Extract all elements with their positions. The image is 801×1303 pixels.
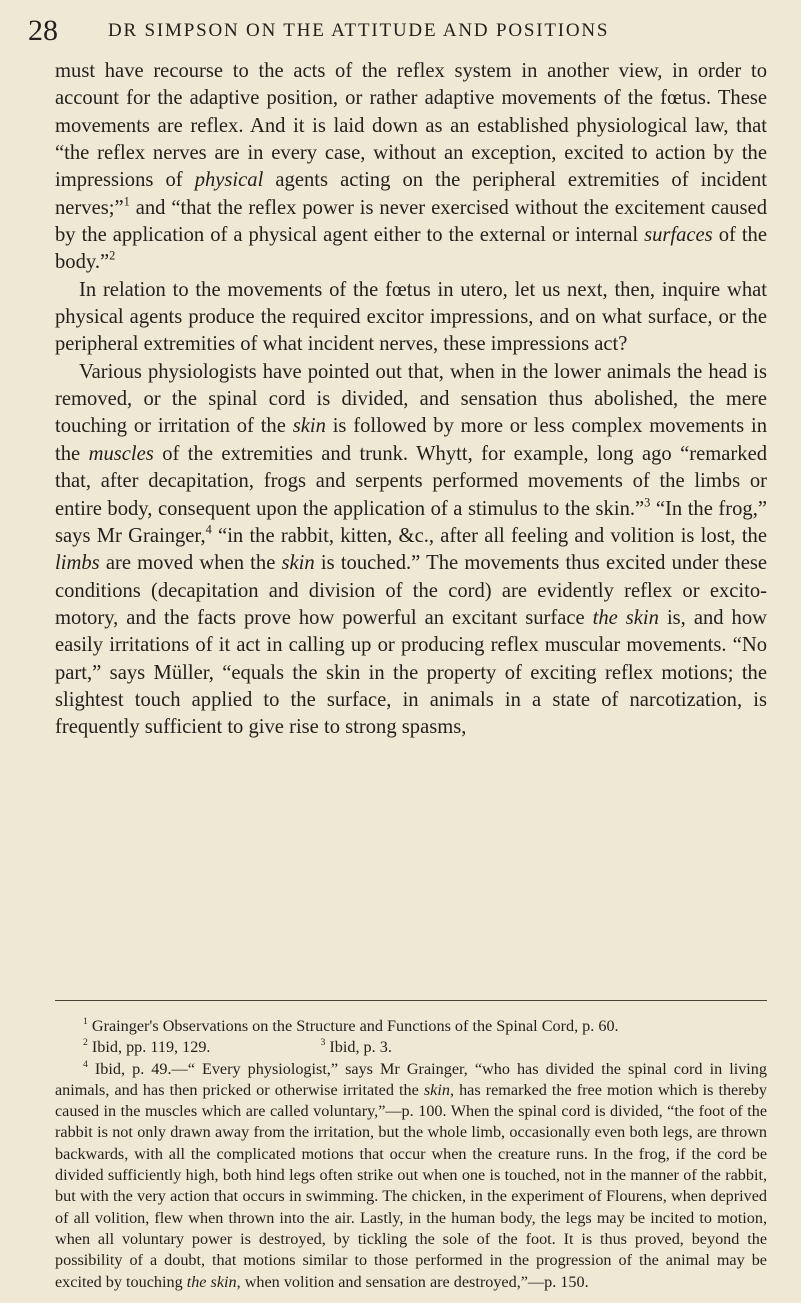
text-span: “In the frog,” says Mr Grainger, (55, 497, 768, 547)
emphasis: the skin (186, 1272, 237, 1291)
text-span: must have recourse to the acts of the reflex system in another view, in order to account for the adaptive position, or rather adaptive movements of the fœtus. These movements are reflex. And it is laid down as an established physiological law, that “the reflex nerves are in every case, without an exception, excited to action by the impressions of (55, 60, 767, 192)
text-span: and “that the reflex power is never exercised without the excitement caused by the application of a physical agent either to the external or internal (55, 196, 767, 247)
footnote-4 (55, 1059, 767, 1293)
footnote-ref: 1 (123, 194, 130, 209)
emphasis: muscles (88, 442, 154, 465)
footnote-ref: 3 (644, 494, 651, 509)
footnote-text: Ibid, pp. 119, 129. (91, 1038, 211, 1057)
footnote-mark: 4 (83, 1058, 88, 1070)
footnotes (55, 1016, 767, 1293)
footnote-text: Ibid, p. 49.—“ Every physiologist,” says Mr Grainger, “who has divided the spinal cord in living animals, and has then pricked or otherwise irritated the (55, 1059, 767, 1099)
footnote-mark: 3 (320, 1037, 326, 1049)
footnote-mark: 1 (83, 1016, 88, 1028)
emphasis: skin (281, 552, 315, 575)
emphasis: physical (194, 169, 264, 192)
main-text (55, 58, 767, 742)
paragraph-2: In relation to the movements of the fœtus in utero, let us next, then, inquire what physical agents produce the required excitor impressions, and on what surface, or the peripheral extremities of what incident nerves, these impressions act? (55, 278, 767, 356)
footnote-ref: 2 (109, 248, 116, 263)
footnote-2-3 (55, 1037, 767, 1058)
emphasis: limbs (55, 552, 100, 575)
text-span: is followed by more or less complex movements in the (55, 415, 767, 465)
text-span: of the extremities and trunk. Whytt, for example, long ago “remarked that, after decapitation, frogs and serpents performed movements of the limbs or entire body, consequent upon the application of a stimulus to the skin.” (55, 442, 768, 520)
text-span: of the body.” (55, 224, 767, 274)
paragraph-3 (55, 359, 767, 742)
emphasis: skin (423, 1080, 450, 1099)
footnote-text: , has remarked the free motion which is thereby caused in the muscles which are called voluntary,”—p. 100. When the spinal cord is divided, “the foot of the rabbit is not only drawn away from the irritation, but the whole limb, occasionally even both legs, are thrown backwards, with all the complicated motions that occur when the creature runs. In the frog, if the cord be divided sufficiently high, both hind legs often strike out when one is touched, not in the manner of the rabbit, but with the very action that occurs in swimming. The chicken, in the experiment of Flourens, when deprived of all volition, flew when thrown into the air. Lastly, in the human body, the legs may be incited to motion, when all voluntary power is destroyed, by tickling the sole of the foot. It is thus proved, beyond the possibility of a doubt, that motions similar to those performed in the progression of the animal may be excited by touching (55, 1080, 767, 1291)
page-header (28, 14, 773, 54)
running-head: DR SIMPSON ON THE ATTITUDE AND POSITIONS (108, 20, 610, 41)
text-span: “in the rabbit, kitten, &c., after all feeling and volition is lost, the (211, 524, 767, 547)
emphasis: the skin (592, 606, 659, 629)
text-span: agents acting on the peripheral extremities of incident nerves;” (55, 169, 767, 219)
footnote-text: , when volition and sensation are destroyed,”—p. 150. (236, 1272, 589, 1291)
text-span: Various physiologists have pointed out that, when in the lower animals the head is removed, or the spinal cord is divided, and sensation thus abolished, the mere touching or irritation of the (55, 360, 767, 438)
footnote-1 (55, 1016, 767, 1037)
emphasis: skin (292, 415, 326, 438)
footnote-text: Ibid, p. 3. (329, 1038, 392, 1057)
footnote-ref: 4 (205, 522, 212, 537)
footnote-divider (55, 1000, 767, 1001)
page-number: 28 (28, 14, 58, 47)
paragraph-1 (55, 58, 767, 277)
text-span: are moved when the (99, 552, 282, 575)
footnote-text: Grainger's Observations on the Structure and Functions of the Spinal Cord, p. 60. (91, 1017, 619, 1035)
text-span: is, and how easily irritations of it act in calling up or producing reflex muscular movements. “No part,” says Müller, “equals the skin in the property of exciting reflex motions; the slightest touch applied to the surface, in animals in a state of narcotization, is frequently sufficient to give rise to strong spasms, (55, 606, 767, 739)
text-span: is touched.” The movements thus excited under these conditions (decapitation and division of the cord) are evidently reflex or excito-motory, and the facts prove how powerful an excitant surface (55, 552, 767, 629)
footnote-mark: 2 (83, 1037, 88, 1049)
emphasis: surfaces (644, 224, 713, 247)
